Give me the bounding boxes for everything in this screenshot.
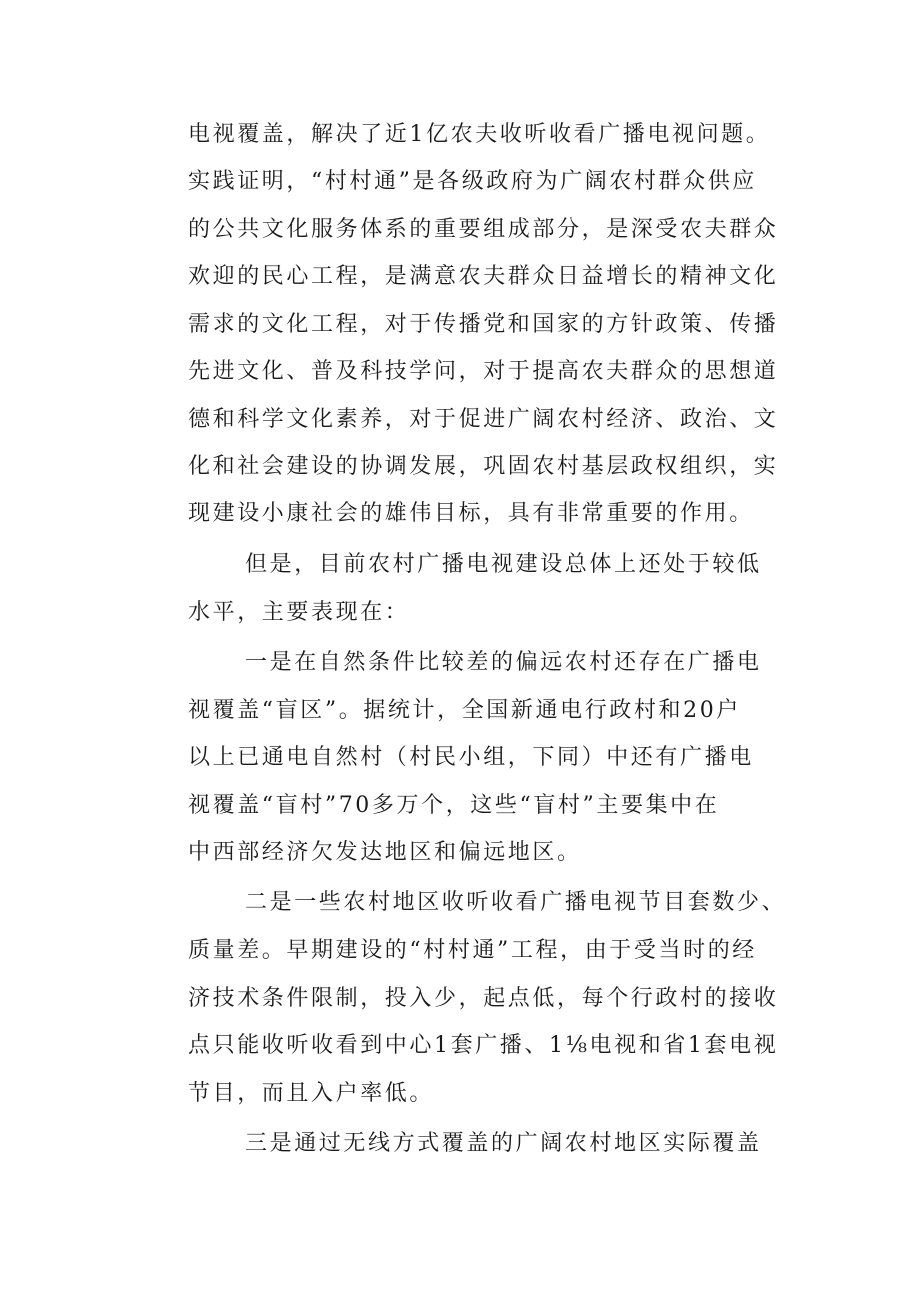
text-line: 质量差。早期建设的“村村通”工程，由于受当时的经 [188,938,757,963]
paragraph-first-line: 但是，目前农村广播电视建设总体上还处于较低 [245,552,762,577]
text-line: 中西部经济欠发达地区和偏远地区。 [188,840,582,865]
text-line: 的公共文化服务体系的重要组成部分，是深受农夫群众 [188,217,779,242]
text-line: 欢迎的民心工程，是满意农夫群众日益增长的精神文化 [188,264,779,289]
paragraph-first-line: 一是在自然条件比较差的偏远农村还存在广播电 [245,650,762,675]
text-line: 节目，而且入户率低。 [188,1081,435,1106]
text-line: 先进文化、普及科技学问，对于提高农夫群众的思想道 [188,359,779,384]
text-line: 水平，主要表现在： [188,600,410,625]
text-line: 济技术条件限制，投入少，起点低，每个行政村的接收 [188,986,779,1011]
paragraph-first-line: 二是一些农村地区收听收看广播电视节目套数少、 [245,890,787,915]
text-line: 视覆盖“盲村”70多万个，这些“盲村”主要集中在 [188,793,720,818]
text-line: 电视覆盖，解决了近1亿农夫收听收看广播电视问题。 [188,122,771,147]
text-line: 化和社会建设的协调发展，巩固农村基层政权组织，实 [188,454,779,479]
text-line: 实践证明，“村村通”是各级政府为广阔农村群众供应 [188,169,757,194]
text-line: 视覆盖“盲区”。据统计，全国新通电行政村和20户 [188,698,741,723]
text-line: 现建设小康社会的雄伟目标，具有非常重要的作用。 [188,501,754,526]
text-line: 以上已通电自然村（村民小组，下同）中还有广播电 [188,745,754,770]
text-line: 点只能收听收看到中心1套广播、1⅛电视和省1套电视 [188,1033,779,1058]
text-line: 需求的文化工程，对于传播党和国家的方针政策、传播 [188,312,779,337]
paragraph-first-line: 三是通过无线方式覆盖的广阔农村地区实际覆盖 [245,1131,762,1156]
text-line: 德和科学文化素养，对于促进广阔农村经济、政治、文 [188,407,779,432]
